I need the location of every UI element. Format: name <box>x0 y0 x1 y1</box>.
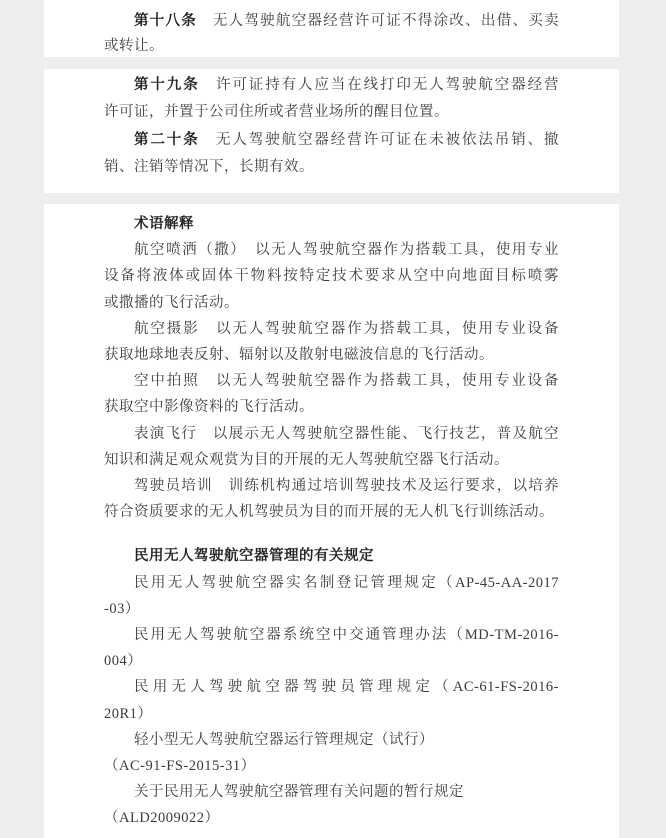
text-segment: -03） <box>104 600 140 617</box>
text-segment: 驾驶员培训 训练机构通过培训驾驶技术及运行要求，以培养 <box>134 478 559 495</box>
regulation-real-name-registration-line-1 <box>104 570 559 596</box>
text-segment: 20R1） <box>104 705 153 722</box>
article-20-line-2 <box>104 154 559 181</box>
text-segment: 或撒播的飞行活动。 <box>104 294 239 311</box>
bold-term: 第二十条 <box>134 131 200 148</box>
text-segment: 获取空中影像资料的飞行活动。 <box>104 399 314 416</box>
text-segment: 民用无人驾驶航空器驾驶员管理规定（AC-61-FS-2016- <box>134 679 559 696</box>
term-performance-flight-line-1 <box>104 421 559 447</box>
text-segment: 航空摄影 以无人驾驶航空器作为搭载工具，使用专业设备 <box>134 320 559 337</box>
bold-term: 民用无人驾驶航空器管理的有关规定 <box>134 548 374 565</box>
regulations-section-heading <box>104 543 559 569</box>
text-segment: 表演飞行 以展示无人驾驶航空器性能、飞行技艺，普及航空 <box>134 425 559 442</box>
text-segment: 获取地球地表反射、辐射以及散射电磁波信息的飞行活动。 <box>104 347 494 364</box>
bold-term: 术语解释 <box>134 216 194 232</box>
term-aerial-photography-line-1 <box>104 316 559 342</box>
text-segment: 民用无人驾驶航空器系统空中交通管理办法（MD-TM-2016- <box>134 627 559 644</box>
article-18-line-2 <box>104 34 559 57</box>
text-segment: 轻小型无人驾驶航空器运行管理规定（试行） <box>134 731 434 748</box>
term-pilot-training-line-1 <box>104 473 559 499</box>
text-segment: 空中拍照 以无人驾驶航空器作为搭载工具，使用专业设备 <box>134 373 559 390</box>
terms-section-heading <box>104 211 559 237</box>
regulation-pilot-management-line-2 <box>104 701 559 727</box>
text-segment: 设备将液体或固体干物料按特定技术要求从空中向地面目标喷雾 <box>104 268 559 285</box>
term-aerial-spraying-line-2 <box>104 263 559 289</box>
text-segment: （AC-91-FS-2015-31） <box>104 758 256 775</box>
regulation-interim-provisions-line-2 <box>104 805 559 831</box>
term-aerial-spraying-line-3 <box>104 290 559 316</box>
text-segment: 无人驾驶航空器经营许可证不得涂改、出借、买卖 <box>197 13 559 29</box>
bold-term: 第十八条 <box>134 13 198 29</box>
card-terms-and-regulations <box>44 204 619 838</box>
article-19-line-1 <box>104 72 559 99</box>
regulation-light-small-uav-line-2 <box>104 753 559 779</box>
text-segment: 销、注销等情况下，长期有效。 <box>104 159 314 176</box>
text-segment: 航空喷洒（撒） 以无人驾驶航空器作为搭载工具，使用专业 <box>134 242 559 259</box>
text-segment: 知识和满足观众观赏为目的开展的无人驾驶航空器飞行活动。 <box>104 451 509 468</box>
term-aerial-photography-line-2 <box>104 342 559 368</box>
card-article-18 <box>44 0 619 57</box>
regulation-light-small-uav-line-1 <box>104 727 559 753</box>
term-aerial-picture-line-2 <box>104 394 559 420</box>
regulation-interim-provisions-line-1 <box>104 779 559 805</box>
term-aerial-spraying-line-1 <box>104 237 559 263</box>
term-performance-flight-line-2 <box>104 447 559 473</box>
text-segment: 许可证持有人应当在线打印无人驾驶航空器经营 <box>199 77 560 93</box>
text-segment: 许可证，并置于公司住所或者营业场所的醒目位置。 <box>104 104 449 121</box>
text-segment: 或转让。 <box>104 38 164 54</box>
text-segment: 无人驾驶航空器经营许可证在未被依法吊销、撤 <box>199 131 560 148</box>
text-segment: 关于民用无人驾驶航空器管理有关问题的暂行规定 <box>134 784 464 801</box>
bold-term: 第十九条 <box>134 77 200 93</box>
term-pilot-training-line-2 <box>104 499 559 525</box>
regulation-air-traffic-management-line-2 <box>104 648 559 674</box>
text-segment: 004） <box>104 653 143 670</box>
term-aerial-picture-line-1 <box>104 368 559 394</box>
regulation-pilot-management-line-1 <box>104 674 559 700</box>
article-18-line-1 <box>104 9 559 34</box>
regulation-real-name-registration-line-2 <box>104 596 559 622</box>
text-segment: 民用无人驾驶航空器实名制登记管理规定（AP-45-AA-2017 <box>134 574 559 591</box>
regulation-air-traffic-management-line-1 <box>104 622 559 648</box>
article-19-line-2 <box>104 99 559 126</box>
article-20-line-1 <box>104 127 559 154</box>
text-segment: （ALD2009022） <box>104 810 220 827</box>
text-segment: 符合资质要求的无人机驾驶员为目的而开展的无人机飞行训练活动。 <box>104 504 554 521</box>
card-articles-19-20 <box>44 69 619 193</box>
